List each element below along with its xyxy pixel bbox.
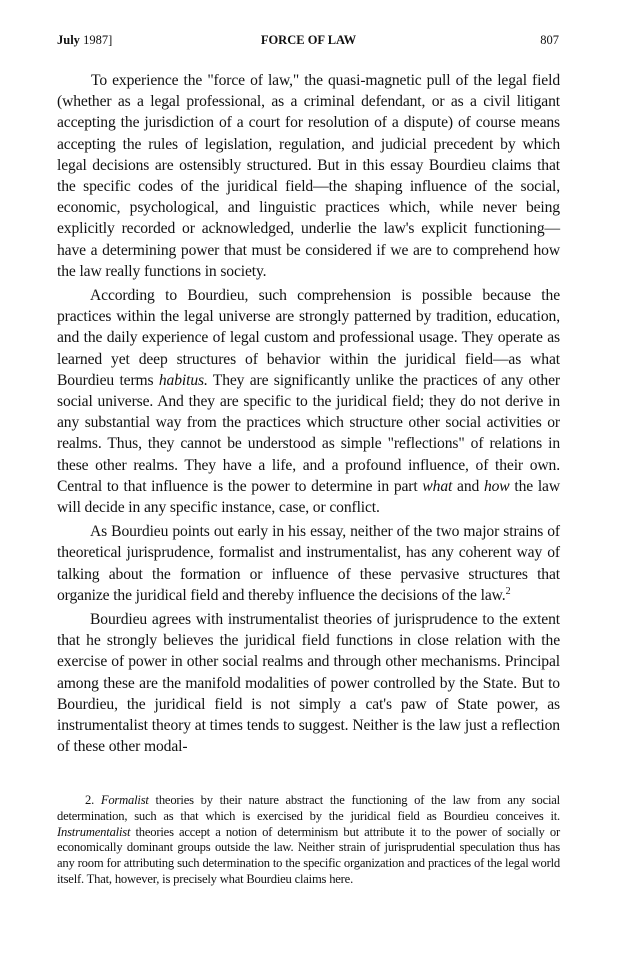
paragraph <box>57 521 560 606</box>
footnote-ref: 2 <box>505 585 511 597</box>
text-run: As Bourdieu points out early in his essay, neither of the two major strains of theoretical jurisprudence, formalist and instrumentalist, has any coherent way of talking about the formation or influence of these pervasive structures that organize the juridical field and thereby influence the decisions of the law. <box>57 523 560 604</box>
paragraph <box>57 70 560 282</box>
text-run: To experience the "force of law," the quasi-magnetic pull of the legal field (whether as a legal professional, as a criminal defendant, or as a civil litigant accepting the jurisdiction of a court for resolution of a dispute) of course means accepting the rules of legislation, regulation, and judicial precedent by which legal decisions are ostensibly structured. But in this essay Bourdieu claims that the specific codes of the juridical field—the shaping influence of the social, economic, psychological, and linguistic practices which, while never being explicitly recorded or acknowledged, underlie the law's explicit functioning—have a determining power that must be considered if we are to comprehend how the law really functions in society. <box>57 72 560 280</box>
text-run: theories by their nature abstract the functioning of the law from any social determination, such as that which is exercised by the juridical field as Bourdieu conceives it. <box>57 793 560 823</box>
header-year: 1987] <box>83 33 113 47</box>
italic-term: Formalist <box>100 793 149 807</box>
footnote <box>57 793 560 888</box>
header-title: FORCE OF LAW <box>260 33 357 47</box>
paragraph <box>57 285 560 518</box>
text-run: theories accept a notion of determinism but attribute it to the power of socially or economically dominant groups outside the law. Neither strain of jurisprudential speculation thus has any room for attributing such determination to the specific organization and practices of the legal world itself. That, however, is precisely what Bourdieu claims here. <box>57 824 560 886</box>
italic-term: Instrumentalist <box>57 824 131 839</box>
italic-term: how <box>483 477 510 495</box>
body-text <box>57 70 560 761</box>
text-run: They are significantly unlike the practices of any other social universe. And they are specific to the juridical field; they do not derive in any substantial way from the practices which structure other social activities or realms. Thus, they cannot be understood as simple "reflections" of relations in these other realms. They have a life, and a profound influence, of their own. Central to that influence is the power to determine in part <box>57 371 560 495</box>
text-run: the law will decide in any specific instance, case, or conflict. <box>57 477 560 517</box>
running-header <box>57 33 560 53</box>
document-page <box>57 0 560 958</box>
text-run: and <box>452 477 484 495</box>
text-run: Bourdieu agrees with instrumentalist theories of jurisprudence to the extent that he strongly believes the juridical field functions in close relation with the exercise of power in other social realms and through other mechanisms. Principal among these are the manifold modalities of power controlled by the State. But to Bourdieu, the juridical field is not simply a cat's paw of State power, as instrumentalist theory at times tends to suggest. Neither is the law just a reflection of these other modal- <box>57 611 560 756</box>
footnote-2 <box>57 793 560 888</box>
text-run: 2. <box>85 793 101 807</box>
italic-term: what <box>422 477 453 495</box>
header-month: July <box>57 33 80 47</box>
paragraph <box>57 609 560 757</box>
italic-term: habitus. <box>158 371 208 389</box>
text-run: According to Bourdieu, such comprehension is possible because the practices within the legal universe are strongly patterned by tradition, education, and the daily experience of legal custom and professional usage. They operate as learned yet deep structures of behavior within the juridical field—as what Bourdieu terms <box>57 287 560 389</box>
page-number: 807 <box>540 33 559 47</box>
